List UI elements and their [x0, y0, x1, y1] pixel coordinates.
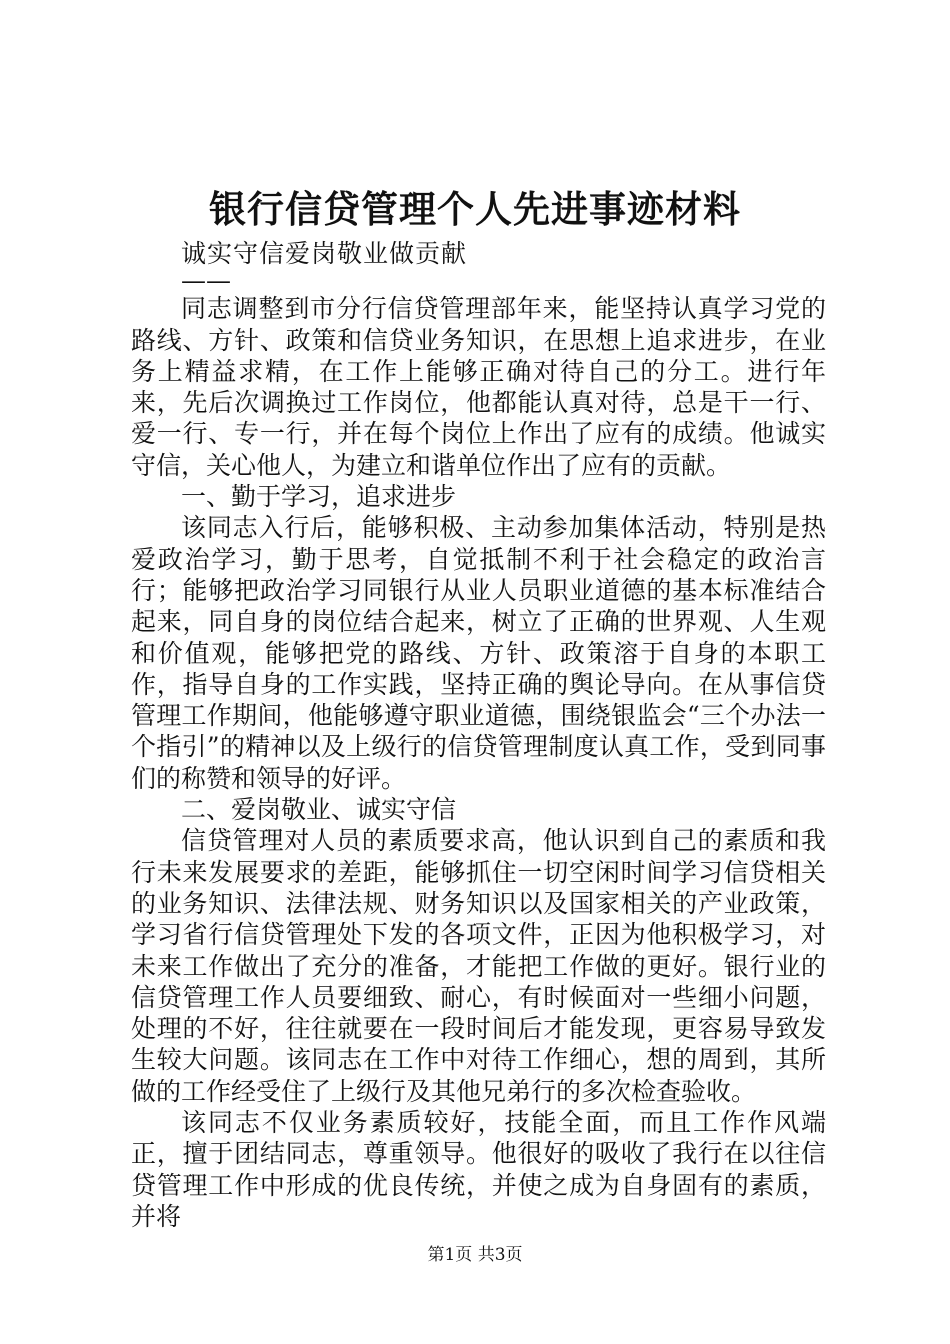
paragraph-section-1: 该同志入行后，能够积极、主动参加集体活动，特别是热爱政治学习，勤于思考，自觉抵制不利于社会稳定的政治言行；能够把政治学习同银行从业人员职业道德的基本标准结合起来，同自身的岗位结合起来，树立了正确的世界观、人生观和价值观，能够把党的路线、方针、政策溶于自身的本职工作，指导自身的工作实践，坚持正确的舆论导向。在从事信贷管理工作期间，他能够遵守职业道德，围绕银监会“三个办法一个指引”的精神以及上级行的信贷管理制度认真工作，受到同事们的称赞和领导的好评。: [131, 513, 826, 793]
section-heading-2: 二、爱岗敬业、诚实守信: [181, 795, 457, 825]
paragraph-closing: 该同志不仅业务素质较好，技能全面，而且工作作风端正，擅于团结同志，尊重领导。他很好的吸收了我行在以往信贷管理工作中形成的优良传统，并使之成为自身固有的素质，并将: [131, 1108, 826, 1231]
paragraph-section-2: 信贷管理对人员的素质要求高，他认识到自己的素质和我行未来发展要求的差距，能够抓住一切空闲时间学习信贷相关的业务知识、法律法规、财务知识以及国家相关的产业政策，学习省行信贷管理处下发的各项文件，正因为他积极学习，对未来工作做出了充分的准备，才能把工作做的更好。银行业的信贷管理工作人员要细致、耐心，有时候面对一些细小问题，处理的不好，往往就要在一段时间后才能发现，更容易导致发生较大问题。该同志在工作中对待工作细心，想的周到，其所做的工作经受住了上级行及其他兄弟行的多次检查验收。: [131, 826, 826, 1106]
document-body: [131, 238, 826, 1232]
subtitle-dash: ——: [181, 266, 231, 296]
paragraph-intro: 同志调整到市分行信贷管理部年来，能坚持认真学习党的路线、方针、政策和信贷业务知识，在思想上追求进步，在业务上精益求精，在工作上能够正确对待自己的分工。进行年来，先后次调换过工作岗位，他都能认真对待，总是干一行、爱一行、专一行，并在每个岗位上作出了应有的成绩。他诚实守信，关心他人，为建立和谐单位作出了应有的贡献。: [131, 294, 826, 480]
subtitle: 诚实守信爱岗敬业做贡献: [181, 239, 468, 268]
document-title: 银行信贷管理个人先进事迹材料: [209, 187, 741, 231]
section-heading-1: 一、勤于学习，追求进步: [181, 482, 457, 512]
page-footer: 第1页 共3页: [427, 1245, 523, 1265]
